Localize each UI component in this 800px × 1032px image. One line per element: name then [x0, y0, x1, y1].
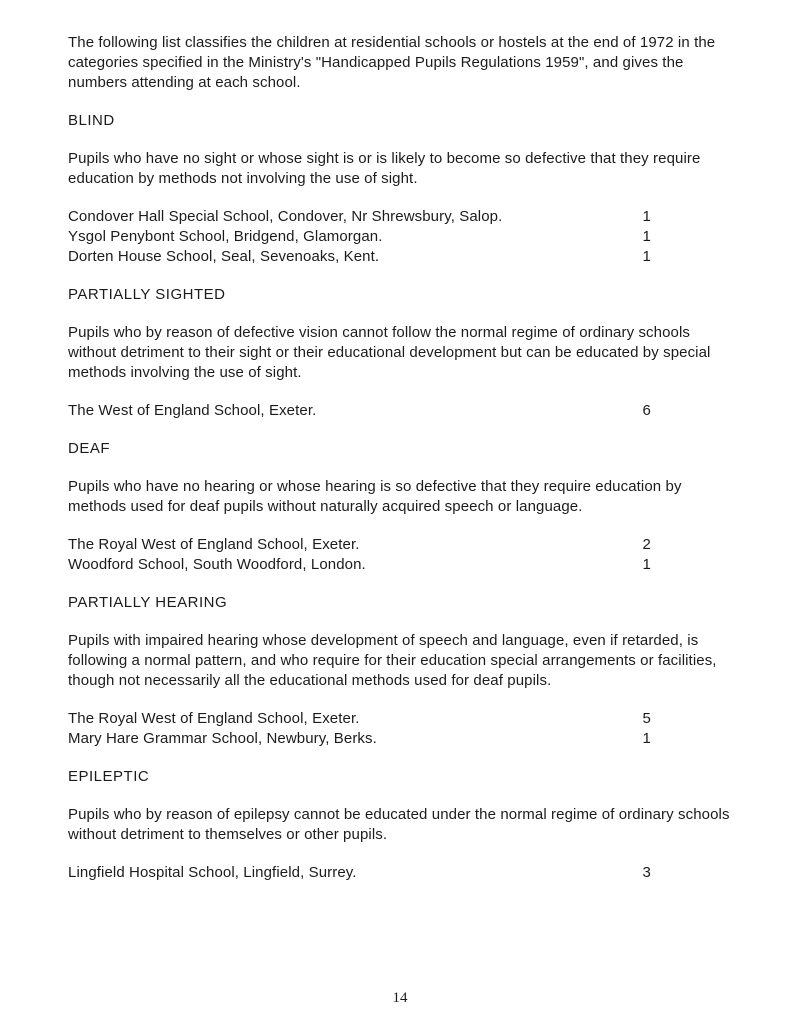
school-row	[68, 535, 651, 555]
section-deaf	[68, 439, 733, 575]
school-row	[68, 207, 651, 227]
school-count: 5	[642, 710, 651, 727]
page-number: 14	[392, 990, 408, 1006]
section-description: Pupils with impaired hearing whose development of speech and language, even if retarded, is following a normal pattern, and who require for their education special arrangements or facilities, though not necessarily all the educational methods used for deaf pupils.	[68, 632, 717, 689]
school-name: Lingfield Hospital School, Lingfield, Surrey.	[68, 864, 357, 881]
school-row	[68, 401, 651, 421]
school-count: 1	[642, 556, 651, 573]
intro-paragraph: The following list classifies the children at residential schools or hostels at the end of 1972 in the categories specified in the Ministry's "Handicapped Pupils Regulations 1959", and gives the numbers attending at each school.	[68, 34, 716, 91]
school-row	[68, 227, 651, 247]
school-name: Condover Hall Special School, Condover, Nr Shrewsbury, Salop.	[68, 208, 503, 225]
section-heading: PARTIALLY HEARING	[68, 594, 228, 611]
school-count: 1	[642, 730, 651, 747]
school-name: Dorten House School, Seal, Sevenoaks, Kent.	[68, 248, 380, 265]
section-description: Pupils who have no sight or whose sight is or is likely to become so defective that they require education by methods not involving the use of sight.	[68, 150, 701, 187]
school-count: 1	[642, 248, 651, 265]
school-list	[68, 535, 733, 575]
section-heading: DEAF	[68, 440, 111, 457]
section-partially-sighted	[68, 285, 733, 421]
school-list	[68, 207, 733, 267]
section-description: Pupils who by reason of defective vision cannot follow the normal regime of ordinary schools without detriment to their sight or their educational development but can be educated by special methods involving the use of sight.	[68, 324, 711, 381]
section-heading: PARTIALLY SIGHTED	[68, 286, 226, 303]
school-name: Ysgol Penybont School, Bridgend, Glamorgan.	[68, 228, 383, 245]
school-list	[68, 863, 733, 883]
school-name: The Royal West of England School, Exeter.	[68, 710, 360, 727]
section-epileptic	[68, 767, 733, 883]
section-description: Pupils who have no hearing or whose hearing is so defective that they require education by methods used for deaf pupils without naturally acquired speech or language.	[68, 478, 682, 515]
school-row	[68, 247, 651, 267]
school-name: Woodford School, South Woodford, London.	[68, 556, 366, 573]
section-blind	[68, 111, 733, 267]
school-row	[68, 863, 651, 883]
school-count: 1	[642, 228, 651, 245]
document-body	[68, 33, 733, 901]
school-row	[68, 709, 651, 729]
section-description: Pupils who by reason of epilepsy cannot be educated under the normal regime of ordinary schools without detriment to themselves or other pupils.	[68, 806, 730, 843]
school-row	[68, 555, 651, 575]
sections-container	[68, 111, 733, 883]
school-name: The West of England School, Exeter.	[68, 402, 317, 419]
school-count: 1	[642, 208, 651, 225]
school-name: The Royal West of England School, Exeter.	[68, 536, 360, 553]
section-heading: EPILEPTIC	[68, 768, 150, 785]
section-partially-hearing	[68, 593, 733, 749]
school-count: 3	[642, 864, 651, 881]
school-list	[68, 401, 733, 421]
school-name: Mary Hare Grammar School, Newbury, Berks.	[68, 730, 377, 747]
school-count: 2	[642, 536, 651, 553]
school-count: 6	[642, 402, 651, 419]
section-heading: BLIND	[68, 112, 115, 129]
school-row	[68, 729, 651, 749]
school-list	[68, 709, 733, 749]
